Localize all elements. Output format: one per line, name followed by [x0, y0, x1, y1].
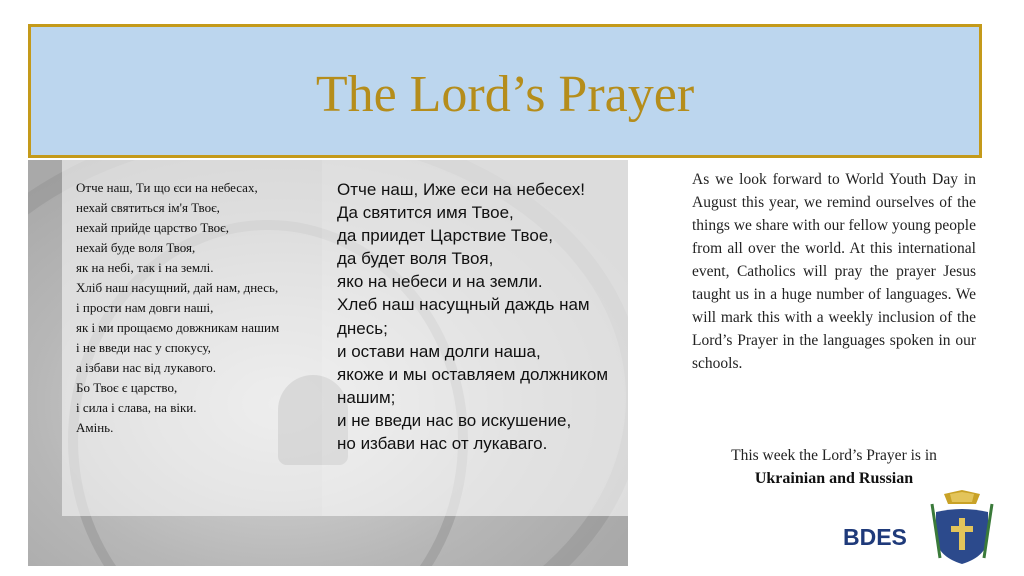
diocese-crest-icon — [930, 490, 994, 566]
title-banner — [28, 24, 982, 158]
week-languages: Ukrainian and Russian — [754, 470, 914, 487]
week-note — [692, 444, 976, 490]
page-title: The Lord’s Prayer — [315, 66, 695, 123]
week-line: This week the Lord’s Prayer is in — [731, 447, 937, 464]
intro-paragraph: As we look forward to World Youth Day in August this year, we remind ourselves of the things we share with our fellow young people from all over the world. At this international event, Catholics will pray the prayer Jesus taught us in a huge number of languages. We will mark this with a weekly inclusion of the Lord’s Prayer in the languages spoken in our schools. — [692, 171, 976, 372]
russian-prayer: Отче наш, Иже еси на небесех! Да святится имя Твое, да приидет Царствие Твое, да будет воля Твоя, яко на небеси и на земли. Хлеб наш насущный даждь нам днесь; и остави нам долги наша, якоже и мы оставляем должником нашим; и не введи нас во искушение, но избави нас от лукаваго. — [337, 180, 609, 454]
brand-label: BDES — [843, 524, 907, 550]
ukrainian-prayer: Отче наш, Ти що єси на небесах, нехай святиться ім'я Твоє, нехай прийде царство Твоє, нехай буде воля Твоя, як на небі, так і на землі. Хліб наш насущний, дай нам, днесь, і прости нам довги наші, як і ми прощаємо довжникам нашим і не введи нас у спокусу, а ізбави нас від лукавого. Бо Твоє є царство, і сила і слава, на віки. Амінь. — [76, 180, 280, 435]
